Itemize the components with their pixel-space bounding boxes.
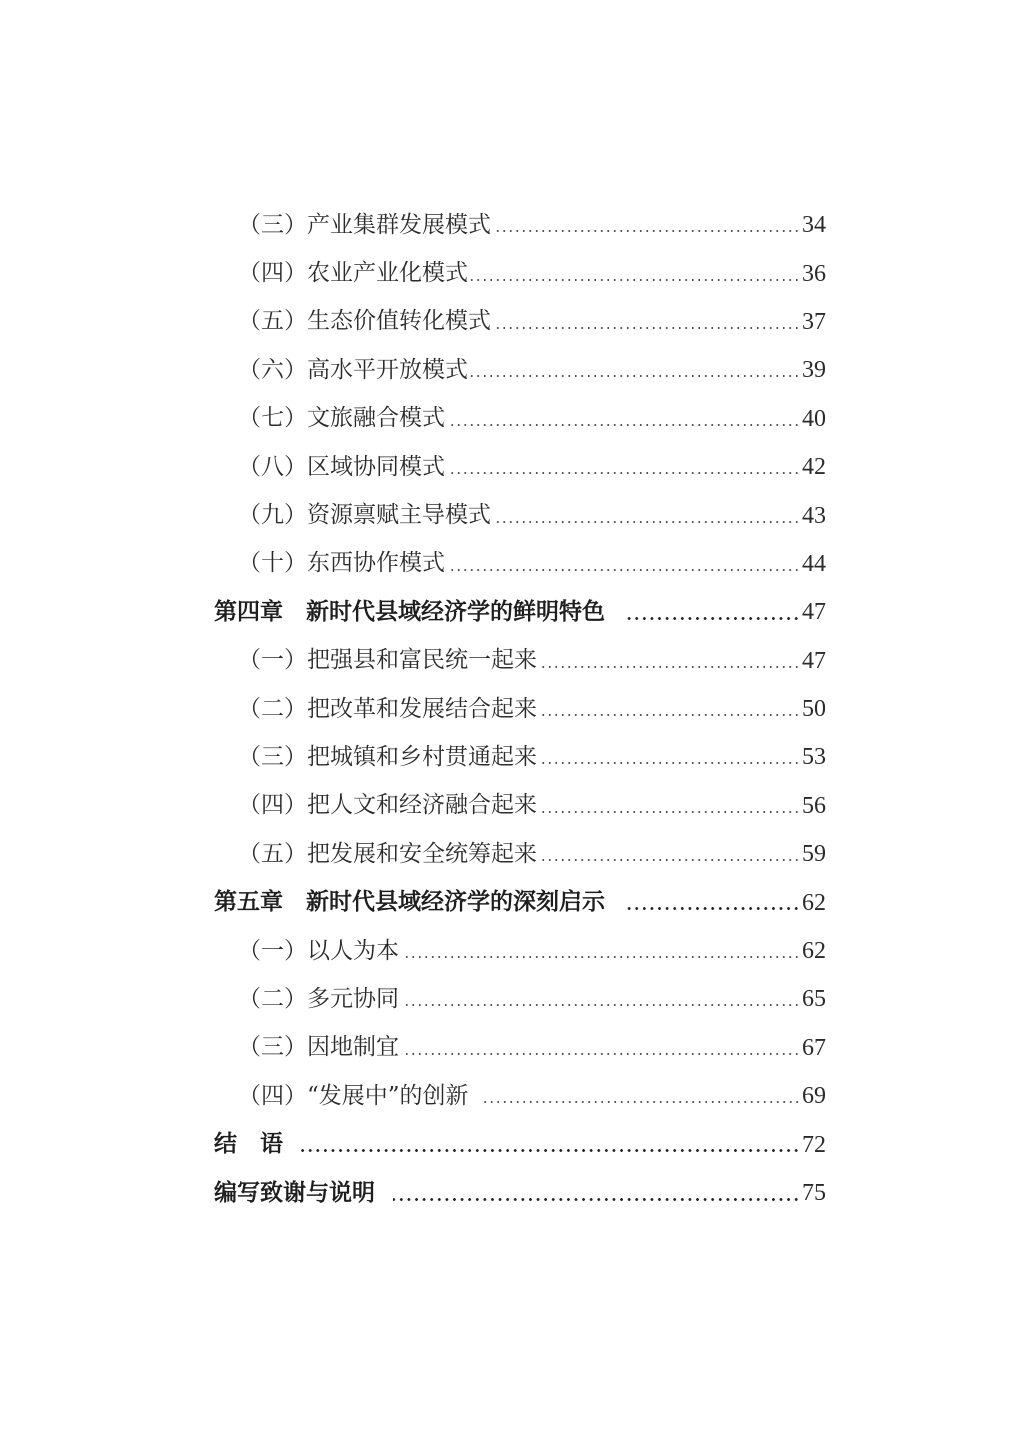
toc-entry-title: （十）东西协作模式 (238, 550, 445, 577)
toc-entry[interactable] (214, 685, 826, 733)
dot-leader (401, 1053, 800, 1055)
toc-entry[interactable] (214, 782, 826, 830)
toc-entry[interactable] (214, 395, 826, 443)
toc-chapter-entry[interactable] (214, 588, 826, 636)
toc-entry-title: （四）“发展中”的创新 (238, 1082, 469, 1109)
toc-entry-title: （二）多元协同 (238, 985, 399, 1012)
toc-chapter-entry[interactable] (214, 1120, 826, 1168)
toc-entry[interactable] (214, 927, 826, 975)
dot-leader (447, 472, 800, 474)
toc-entry-title: （六）高水平开放模式 (238, 356, 468, 383)
toc-entry-title: （二）把改革和发展结合起来 (238, 695, 537, 722)
dot-leader (493, 521, 800, 523)
toc-entry-title: （一）把强县和富民统一起来 (238, 647, 537, 674)
dot-leader (401, 1004, 800, 1006)
toc-entry[interactable] (214, 491, 826, 539)
dot-leader (623, 907, 800, 910)
toc-entry[interactable] (214, 637, 826, 685)
toc-page-number: 62 (802, 889, 826, 916)
toc-entry[interactable] (214, 830, 826, 878)
toc-entry[interactable] (214, 540, 826, 588)
toc-chapter-title: 第五章 新时代县域经济学的深刻启示 (214, 889, 605, 916)
dot-leader (447, 569, 800, 571)
dot-leader (447, 424, 800, 426)
toc-page-number: 62 (802, 938, 826, 965)
toc-page-number: 37 (802, 308, 826, 335)
toc-entry-title: （九）资源禀赋主导模式 (238, 502, 491, 529)
dot-leader (301, 1149, 800, 1152)
toc-page-number: 40 (802, 405, 826, 432)
toc-entry[interactable] (214, 298, 826, 346)
toc-entry-title: （三）因地制宜 (238, 1034, 399, 1061)
dot-leader (401, 956, 800, 958)
dot-leader (539, 811, 800, 813)
dot-leader (493, 327, 800, 329)
toc-page-number: 69 (802, 1083, 826, 1110)
toc-entry-title: （七）文旅融合模式 (238, 405, 445, 432)
toc-page-number: 75 (802, 1180, 826, 1206)
toc-entry-title: （一）以人为本 (238, 937, 399, 964)
toc-entry[interactable] (214, 346, 826, 394)
toc-page-number: 67 (802, 1034, 826, 1061)
toc-page-number: 50 (802, 696, 826, 723)
dot-leader (539, 714, 800, 716)
toc-entry-title: （五）把发展和安全统筹起来 (238, 840, 537, 867)
dot-leader (493, 230, 800, 232)
toc-entry[interactable] (214, 1024, 826, 1072)
toc-entry-title: （三）产业集群发展模式 (238, 211, 491, 238)
toc-page-number: 36 (802, 260, 826, 287)
toc-entry-title: （五）生态价值转化模式 (238, 308, 491, 335)
toc-page-number: 34 (802, 212, 826, 239)
toc-entry[interactable] (214, 975, 826, 1023)
toc-entry[interactable] (214, 249, 826, 297)
toc-page-number: 43 (802, 502, 826, 529)
table-of-contents (214, 201, 826, 1217)
toc-entry[interactable] (214, 443, 826, 491)
toc-chapter-title: 第四章 新时代县域经济学的鲜明特色 (214, 598, 605, 625)
toc-page-number: 65 (802, 986, 826, 1013)
toc-page-number: 44 (802, 550, 826, 577)
toc-entry-title: （四）把人文和经济融合起来 (238, 792, 537, 819)
toc-page-number: 47 (802, 599, 826, 626)
dot-leader (539, 762, 800, 764)
toc-chapter-entry[interactable] (214, 878, 826, 926)
dot-leader (483, 1101, 800, 1103)
toc-entry-title: （三）把城镇和乡村贯通起来 (238, 743, 537, 770)
toc-entry-title: （八）区域协同模式 (238, 453, 445, 480)
toc-page-number: 39 (802, 357, 826, 384)
toc-entry[interactable] (214, 1072, 826, 1120)
toc-page-number: 56 (802, 792, 826, 819)
toc-page-number: 72 (802, 1131, 826, 1158)
toc-entry[interactable] (214, 201, 826, 249)
dot-leader (470, 279, 800, 281)
toc-page-number: 47 (802, 647, 826, 674)
dot-leader (623, 617, 800, 620)
toc-chapter-entry[interactable] (214, 1169, 826, 1217)
toc-chapter-title: 结 语 (214, 1131, 283, 1158)
toc-chapter-title: 编写致谢与说明 (214, 1179, 375, 1206)
toc-page-number: 53 (802, 744, 826, 771)
toc-entry-title: （四）农业产业化模式 (238, 260, 468, 287)
toc-page-number: 59 (802, 841, 826, 868)
toc-page-number: 42 (802, 454, 826, 481)
toc-entry[interactable] (214, 733, 826, 781)
dot-leader (393, 1198, 800, 1201)
dot-leader (470, 375, 800, 377)
dot-leader (539, 859, 800, 861)
dot-leader (539, 666, 800, 668)
